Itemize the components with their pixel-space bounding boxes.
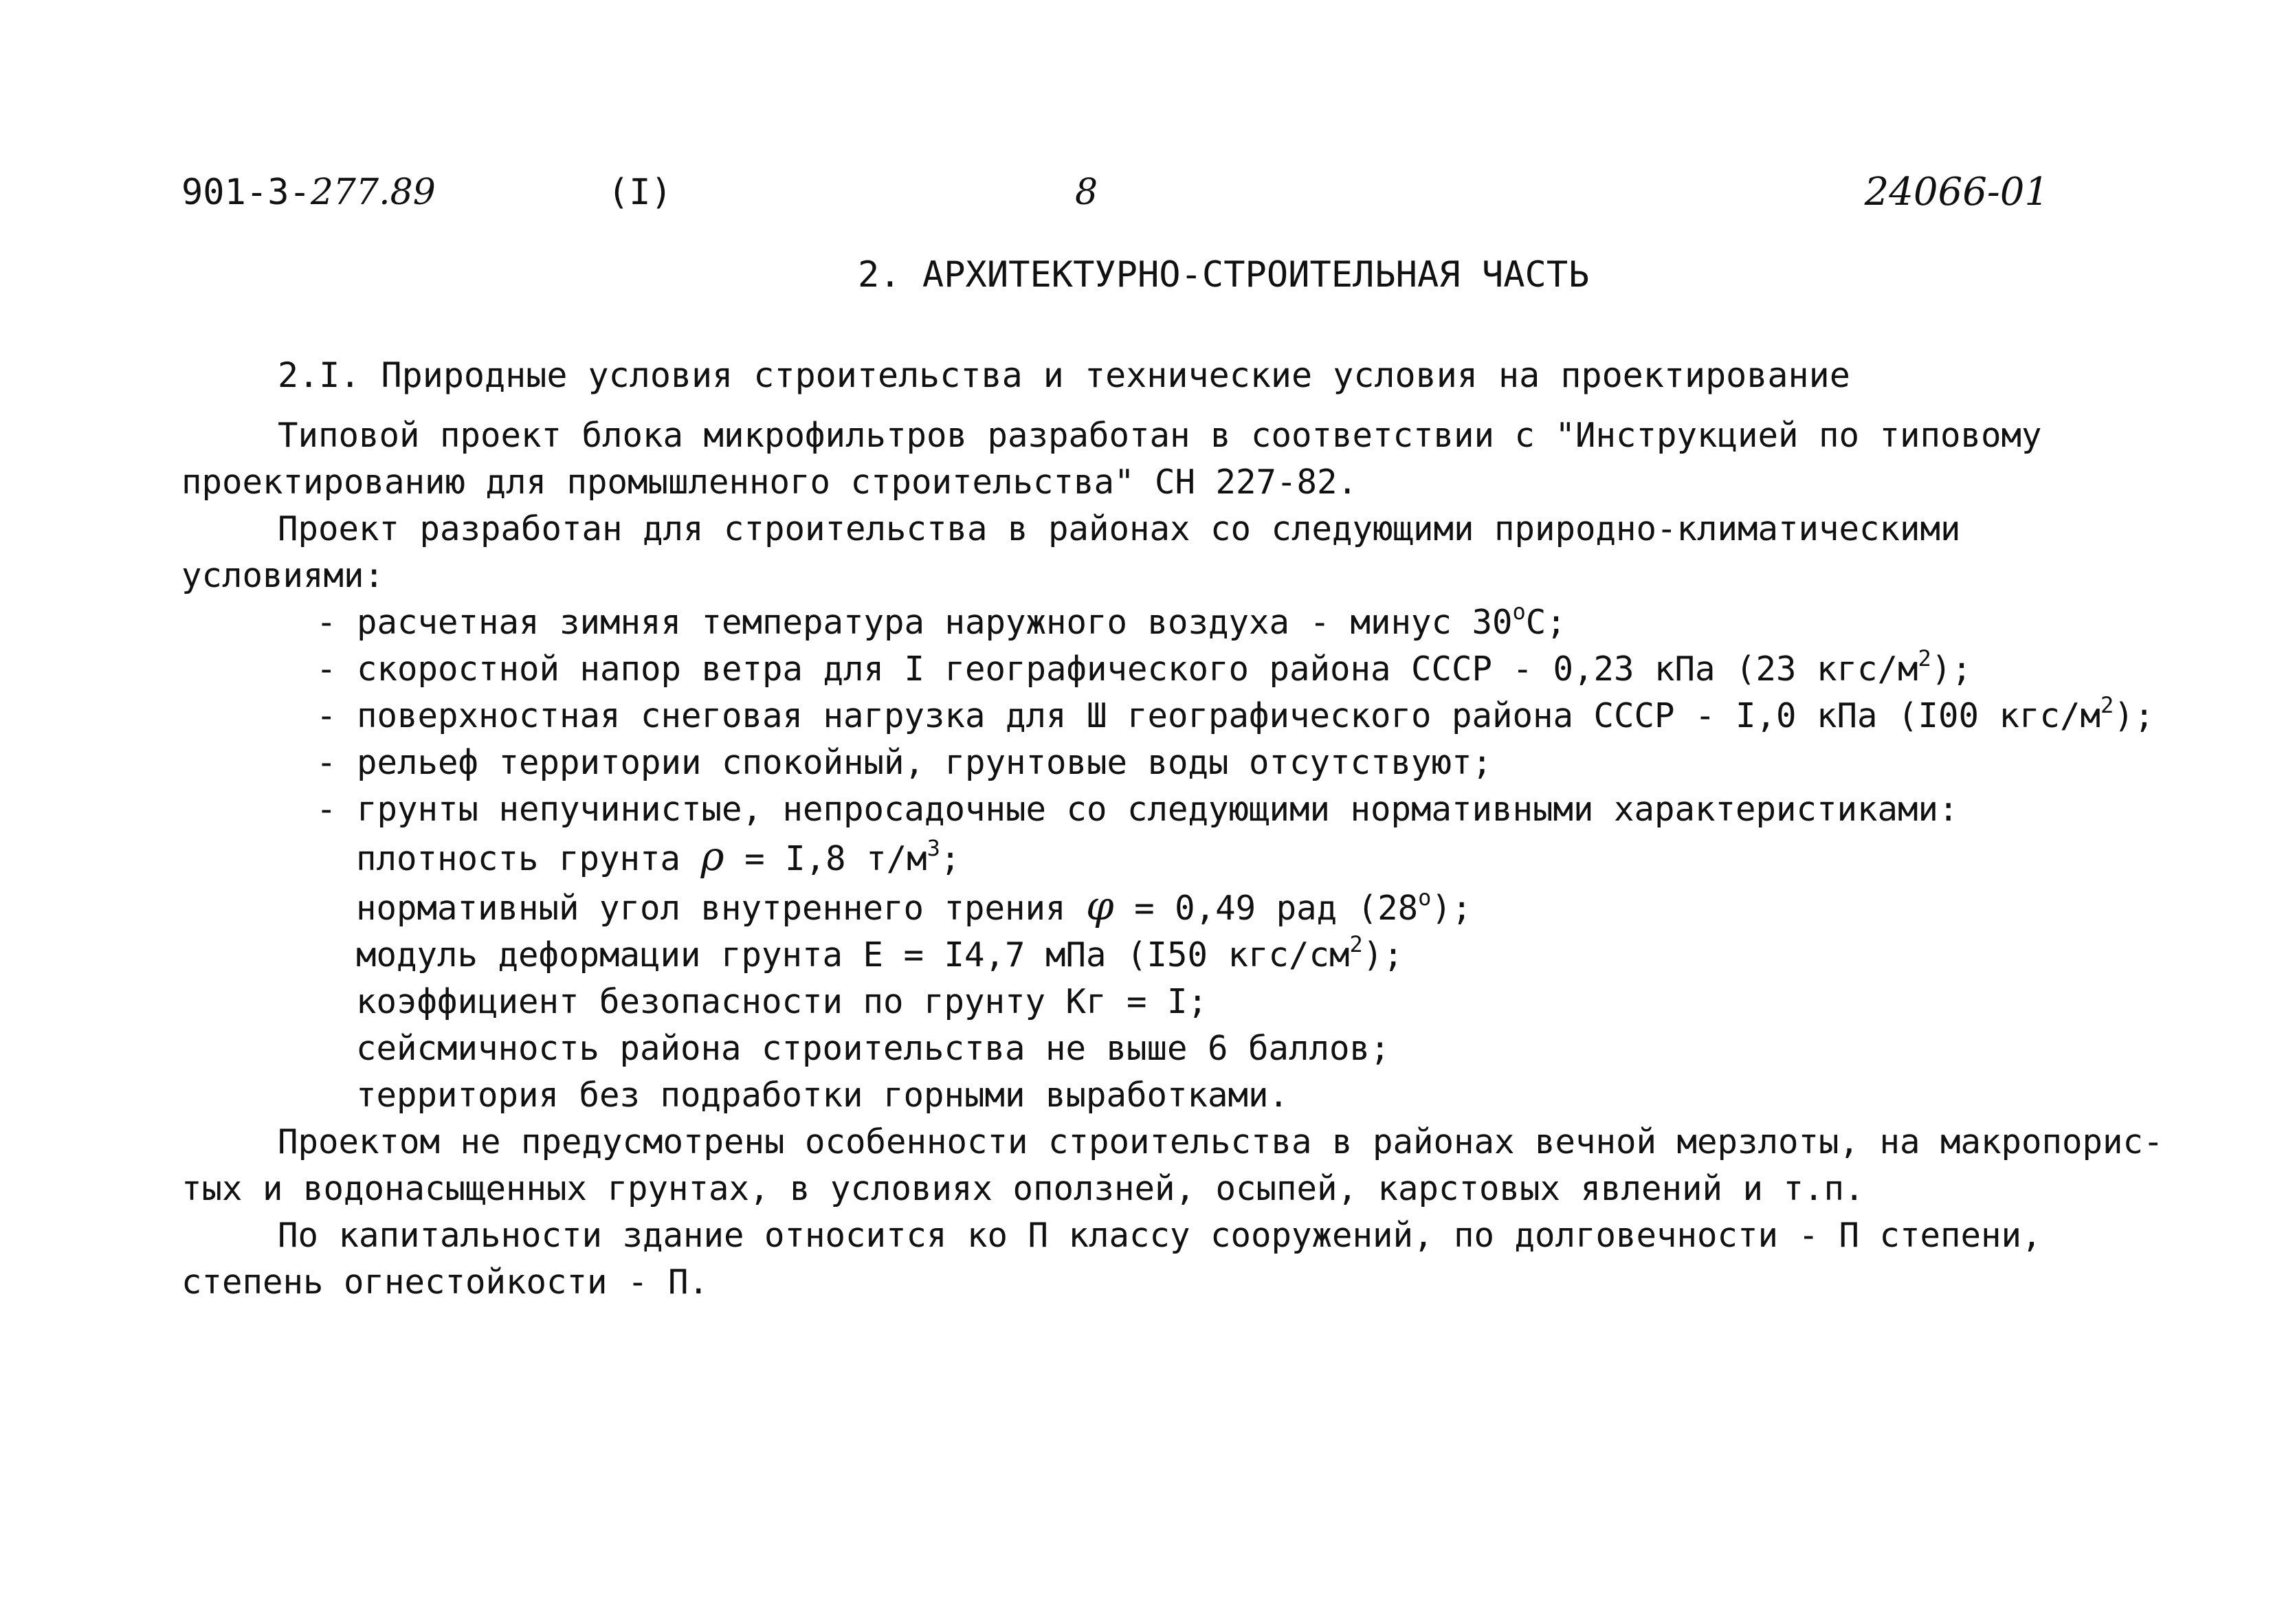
soil-density: плотность грунта ρ = I,8 $т/м^3$; bbox=[356, 833, 961, 880]
page-number: 8 bbox=[1075, 172, 1098, 213]
document-code-handwritten: 277.89 bbox=[310, 172, 436, 213]
condition-soils: - грунты непучинистые, непросадочные со следующими нормативными характеристиками: bbox=[316, 790, 1959, 829]
paragraph-line: степень огнестойкости - П. bbox=[181, 1263, 709, 1302]
soil-modulus: модуль деформации грунта Е = I4,7 мПа (I50 кгс/$см^2$); bbox=[356, 931, 1404, 975]
paragraph-line: Проектом не предусмотрены особенности строительства в районах вечной мерзлоты, на макропорис- bbox=[278, 1122, 2164, 1161]
paragraph-line: По капитальности здание относится ко П классу сооружений, по долговечности - П степени, bbox=[278, 1216, 2042, 1255]
rho-symbol: ρ bbox=[700, 833, 724, 880]
soil-friction: нормативный угол внутреннего трения φ = 0,49 рад (28$^o$); bbox=[356, 882, 1472, 929]
document-code-printed: 901-3- bbox=[181, 172, 311, 213]
soil-seismic: сейсмичность района строительства не выше 6 баллов; bbox=[356, 1029, 1390, 1068]
phi-symbol: φ bbox=[1086, 882, 1114, 929]
condition-relief: - рельеф территории спокойный, грунтовые воды отсутствуют; bbox=[316, 743, 1493, 782]
paragraph-line: тых и водонасыщенных грунтах, в условиях оползней, осыпей, карстовых явлений и т.п. bbox=[181, 1169, 1865, 1208]
condition-wind: - скоростной напор ветра для I географического района СССР - 0,23 кПа (23 кгс/$м^2$); bbox=[316, 645, 1972, 689]
condition-temperature: - расчетная зимняя температура наружного воздуха - минус 30$^o$С; bbox=[316, 598, 1566, 642]
soil-safety: коэффициент безопасности по грунту Кг = I; bbox=[356, 982, 1208, 1021]
condition-snow: - поверхностная снеговая нагрузка для Ш географического района СССР - I,0 кПа (I00 кгс/$м^2$); bbox=[316, 691, 2155, 735]
paragraph-line: условиями: bbox=[181, 556, 385, 595]
inventory-number: 24066-01 bbox=[1864, 170, 2049, 214]
subsection-title: 2.I. Природные условия строительства и технические условия на проектирование bbox=[278, 355, 1850, 395]
document-code bbox=[181, 170, 436, 214]
volume-mark: (I) bbox=[608, 172, 672, 213]
soil-mining: территория без подработки горными выработками. bbox=[356, 1076, 1289, 1115]
paragraph-line: проектированию для промышленного строительства" СН 227-82. bbox=[181, 463, 1358, 502]
paragraph-line: Проект разработан для строительства в районах со следующими природно-климатическими bbox=[278, 509, 1961, 548]
document-body bbox=[181, 412, 2164, 1306]
paragraph-line: Типовой проект блока микрофильтров разработан в соответствии с "Инструкцией по типовому bbox=[278, 416, 2042, 455]
section-title: 2. АРХИТЕКТУРНО-СТРОИТЕЛЬНАЯ ЧАСТЬ bbox=[858, 254, 1590, 296]
